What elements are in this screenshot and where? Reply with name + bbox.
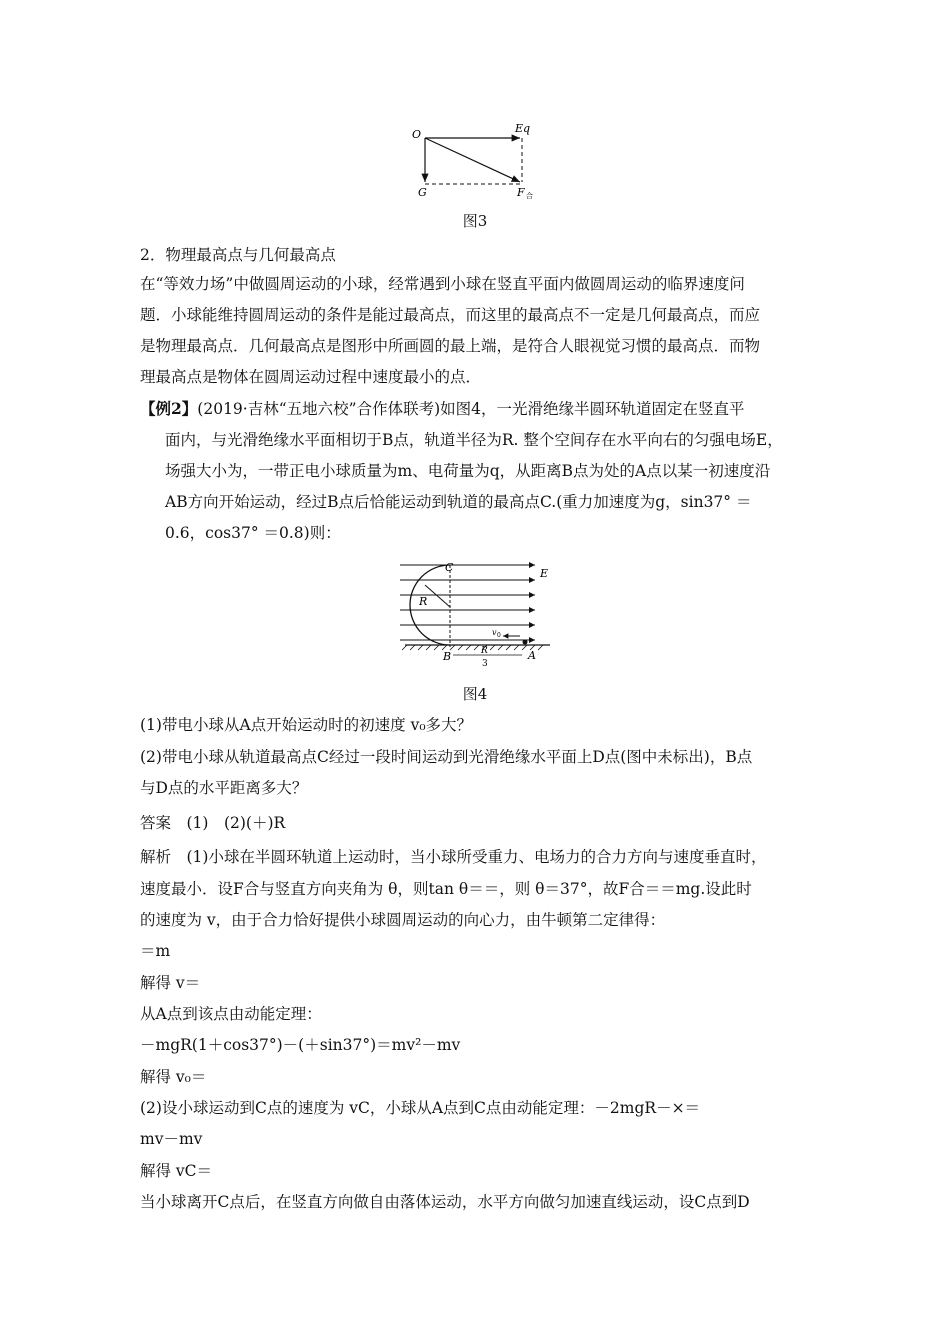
paragraph-line: 场强大小为，一带正电小球质量为m、电荷量为q，从距离B点为处的A点以某一初速度沿 [165, 462, 771, 480]
solution-line: 解析 (1)小球在半圆环轨道上运动时，当小球所受重力、电场力的合力方向与速度垂直时， [140, 848, 767, 866]
label-b: B [443, 650, 452, 663]
label-f: F [517, 186, 525, 199]
question-line: (2)带电小球从轨道最高点C经过一段时间运动到光滑绝缘水平面上D点(图中未标出)，B点 [140, 748, 753, 766]
ball [523, 640, 528, 645]
paragraph-line: 面内，与光滑绝缘水平面相切于B点，轨道半径为R. 整个空间存在水平向右的匀强电场E， [165, 431, 783, 449]
label-e: E [540, 567, 549, 580]
label-a: A [528, 649, 536, 662]
figure-3-caption: 图3 [462, 212, 488, 230]
label-f-sub: 合 [526, 192, 533, 200]
solution-line: 当小球离开C点后，在竖直方向做自由落体运动，水平方向做匀加速直线运动，设C点到D [140, 1193, 750, 1211]
resultant-force-arrow [425, 138, 520, 182]
label-g: G [418, 186, 427, 199]
solution-line: －mgR(1＋cos37°)－(＋sin37°)＝mv²－mv [140, 1036, 461, 1054]
radius-line [425, 585, 450, 607]
figure-4-caption: 图4 [462, 685, 488, 703]
paragraph-line: AB方向开始运动，经过B点后恰能运动到轨道的最高点C.(重力加速度为g，sin37° ＝ [165, 493, 752, 511]
paragraph-line: 0.6，cos37° ＝0.8)则： [165, 524, 341, 542]
label-o: O [412, 128, 422, 141]
solution-line: 解得 v＝ [140, 974, 201, 992]
solution-line: 速度最小．设F合与竖直方向夹角为 θ，则tan θ＝＝，则 θ＝37°，故F合＝＝mg.设此时 [140, 880, 752, 898]
example-label: 【例2】 [140, 399, 198, 418]
label-r3-num: R [481, 646, 488, 656]
solution-line: 从A点到该点由动能定理： [140, 1005, 322, 1023]
question-line: (1)带电小球从A点开始运动时的初速度 v₀多大？ [140, 716, 473, 734]
paragraph-line: 题．小球能维持圆周运动的条件是能过最高点，而这里的最高点不一定是几何最高点，而应 [140, 306, 761, 324]
ground-hatching [402, 645, 543, 650]
section-heading: 2．物理最高点与几何最高点 [140, 246, 336, 264]
question-line: 与D点的水平距离多大？ [140, 779, 308, 797]
solution-line: (2)设小球运动到C点的速度为 vC，小球从A点到C点由动能定理：－2mgR－×＝ [140, 1099, 701, 1117]
label-v0: v [492, 628, 497, 637]
label-eq: Eq [515, 122, 531, 135]
solution-line: 的速度为 v，由于合力恰好提供小球圆周运动的向心力，由牛顿第二定律得： [140, 911, 666, 929]
solution-line: mv－mv [140, 1130, 203, 1148]
solution-line: 解得 vC＝ [140, 1162, 213, 1180]
paragraph-line: 是物理最高点．几何最高点是图形中所画圆的最上端，是符合人眼视觉习惯的最高点．而物 [140, 337, 761, 355]
solution-line: ＝m [140, 942, 171, 960]
paragraph-line: 在“等效力场”中做圆周运动的小球，经常遇到小球在竖直平面内做圆周运动的临界速度问 [140, 275, 745, 293]
paragraph-line: 理最高点是物体在圆周运动过程中速度最小的点． [140, 368, 482, 386]
example-text: (2019·吉林“五地六校”合作体联考)如图4，一光滑绝缘半圆环轨道固定在竖直平 [197, 400, 745, 418]
figure-4-diagram [395, 555, 555, 675]
semicircle-track [410, 565, 450, 645]
label-r3-den: 3 [482, 659, 488, 669]
solution-line: 解得 v₀＝ [140, 1068, 207, 1086]
example-line [140, 398, 744, 420]
label-r: R [419, 595, 428, 608]
figure-3-diagram [405, 120, 545, 200]
label-v0-sub: 0 [497, 632, 501, 639]
answer-line: 答案 (1) (2)(＋)R [140, 814, 286, 832]
label-c: C [445, 561, 454, 574]
